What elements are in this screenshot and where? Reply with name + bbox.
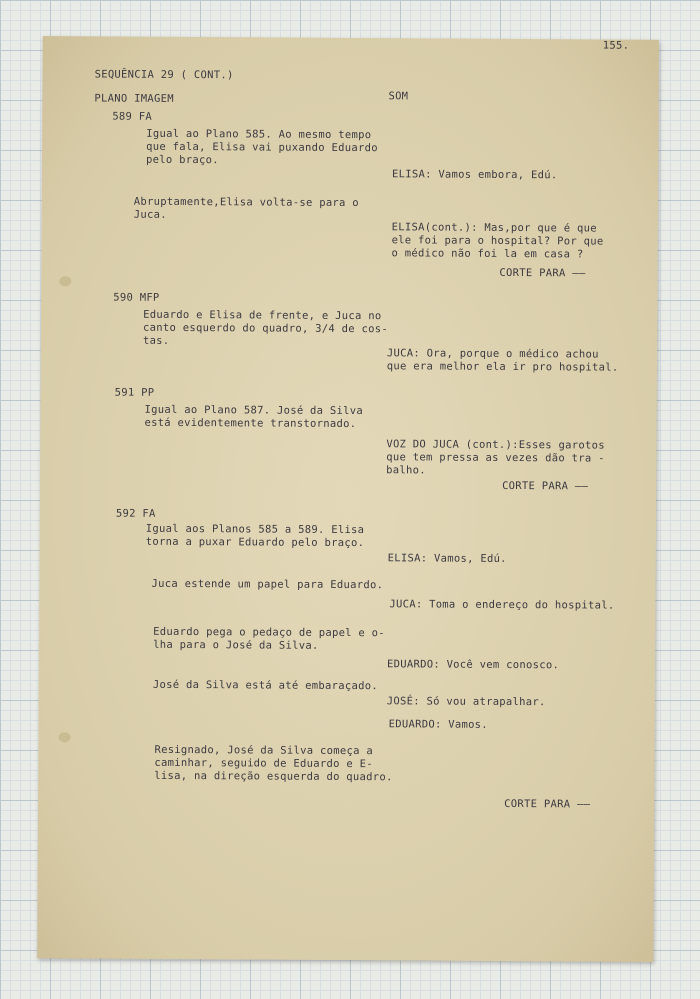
sound-line: JUCA: Ora, porque o médico achou: [386, 347, 599, 361]
image-line: Igual aos Planos 585 a 589. Elisa: [145, 522, 365, 537]
image-line: lisa, na direção esquerda do quadro.: [154, 769, 393, 784]
shot-number: 591 PP: [114, 386, 155, 399]
image-line: torna a puxar Eduardo pelo braço.: [145, 535, 365, 550]
sound-line: EDUARDO: Vamos.: [388, 718, 488, 731]
script-page: [37, 36, 659, 962]
sound-line: ELISA(cont.): Mas,por que é que: [391, 221, 597, 235]
image-line: Igual ao Plano 585. Ao mesmo tempo: [146, 127, 372, 142]
punch-hole: [59, 732, 71, 742]
transition-cue: CORTE PARA ——: [504, 797, 591, 811]
image-line: está evidentemente transtornado.: [144, 416, 357, 431]
image-line: José da Silva está até embaraçado.: [152, 678, 379, 693]
sound-line: EDUARDO: Você vem conosco.: [386, 658, 560, 672]
sound-line: VOZ DO JUCA (cont.):Esses garotos: [386, 438, 605, 452]
image-column-header: PLANO IMAGEM: [94, 92, 174, 105]
sequence-header: SEQUÊNCIA 29 ( CONT.): [94, 68, 234, 82]
image-line: lha para o José da Silva.: [153, 638, 319, 652]
image-line: Resignado, José da Silva começa a: [154, 743, 374, 758]
sound-line: JOSÉ: Só vou atrapalhar.: [386, 695, 546, 709]
image-line: Eduardo e Elisa de frente, e Juca no: [143, 308, 382, 323]
image-line: Igual ao Plano 587. José da Silva: [144, 403, 364, 418]
image-line: Juca.: [133, 208, 167, 221]
sound-line: ELISA: Vamos, Edú.: [387, 552, 507, 565]
image-line: que fala, Elisa vai puxando Eduardo: [146, 140, 378, 155]
transition-cue: CORTE PARA ——: [502, 479, 589, 493]
sound-line: o médico não foi la em casa ?: [391, 247, 584, 261]
sound-line: balho.: [386, 464, 426, 477]
shot-number: 590 MFP: [113, 291, 160, 304]
sound-line: ele foi para o hospital? Por que: [391, 234, 604, 248]
sound-line: JUCA: Toma o endereço do hospital.: [389, 598, 615, 612]
image-line: Abruptamente,Elisa volta-se para o: [133, 195, 359, 210]
page-number: 155.: [602, 39, 630, 52]
shot-number: 589 FA: [112, 110, 153, 123]
sound-column-header: SOM: [388, 90, 409, 103]
transition-cue: CORTE PARA ——: [499, 266, 586, 280]
sound-line: que era melhor ela ir pro hospital.: [386, 360, 619, 374]
image-line: pelo braço.: [146, 153, 219, 167]
image-line: caminhar, seguido de Eduardo e E-: [154, 756, 373, 771]
image-line: canto esquerdo do quadro, 3/4 de cos-: [143, 321, 389, 336]
sound-line: que tem pressa as vezes dão tra -: [386, 451, 605, 465]
image-line: Juca estende um papel para Eduardo.: [151, 577, 384, 592]
image-line: Eduardo pega o pedaço de papel e o-: [153, 625, 385, 640]
punch-hole: [59, 276, 71, 286]
sound-line: ELISA: Vamos embora, Edú.: [391, 168, 558, 182]
shot-number: 592 FA: [115, 507, 156, 520]
image-line: tas.: [142, 334, 170, 347]
